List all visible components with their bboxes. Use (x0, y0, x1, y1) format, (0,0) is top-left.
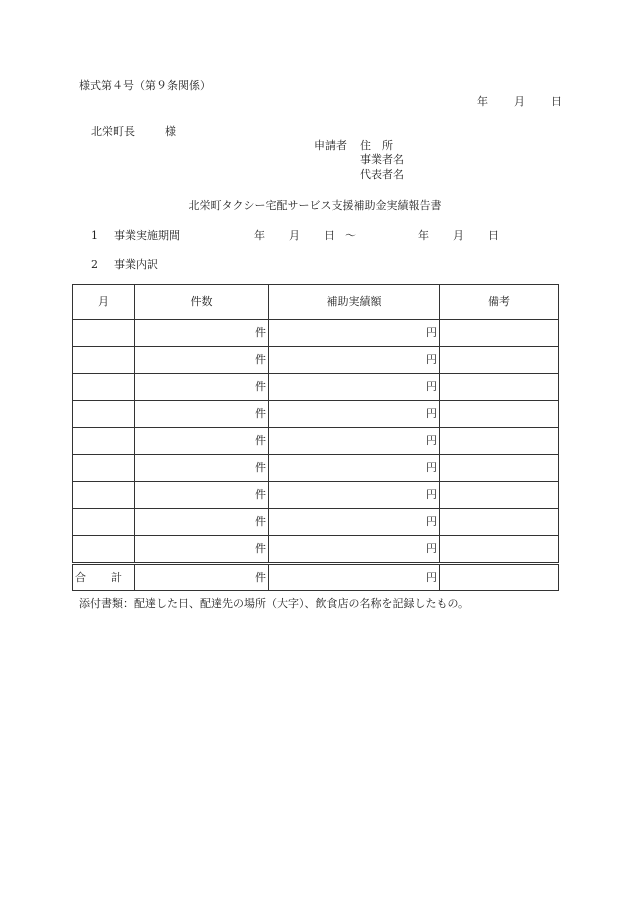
note-cell[interactable] (440, 347, 559, 374)
month-cell[interactable] (73, 482, 135, 509)
attachments-note: 添付書類：配達した日、配達先の場所（大字）、飲食店の名称を記録したもの。 (79, 597, 470, 610)
note-cell[interactable] (440, 455, 559, 482)
addressee-honorific: 様 (165, 125, 176, 138)
amount-cell[interactable]: 円 (269, 482, 440, 509)
month-label: 月 (514, 95, 525, 108)
month-cell[interactable] (73, 536, 135, 564)
count-cell[interactable]: 件 (135, 347, 269, 374)
total-amount-cell[interactable]: 円 (269, 564, 440, 591)
table-row (73, 320, 559, 347)
total-label-1: 合 (75, 570, 86, 584)
item-period-number: 1 (91, 229, 98, 242)
period-start-year: 年 (254, 229, 265, 242)
header-count: 件数 (135, 285, 269, 320)
total-count-cell[interactable]: 件 (135, 564, 269, 591)
year-label: 年 (477, 95, 488, 108)
count-cell[interactable]: 件 (135, 455, 269, 482)
table-row (73, 401, 559, 428)
note-cell[interactable] (440, 482, 559, 509)
item-breakdown-number: 2 (91, 258, 98, 271)
total-label-2: 計 (111, 570, 122, 584)
amount-cell[interactable]: 円 (269, 401, 440, 428)
month-cell[interactable] (73, 428, 135, 455)
count-cell[interactable]: 件 (135, 320, 269, 347)
period-end-day: 日 (488, 229, 499, 242)
count-cell[interactable]: 件 (135, 374, 269, 401)
header-note: 備考 (440, 285, 559, 320)
item-breakdown-label: 事業内訳 (114, 258, 158, 271)
day-label: 日 (551, 95, 562, 108)
table-row (73, 482, 559, 509)
table-row (73, 347, 559, 374)
month-cell[interactable] (73, 320, 135, 347)
header-month: 月 (73, 285, 135, 320)
month-cell[interactable] (73, 401, 135, 428)
form-number: 様式第４号（第９条関係） (79, 79, 211, 92)
count-cell[interactable]: 件 (135, 401, 269, 428)
item-breakdown (91, 258, 158, 272)
header-amount: 補助実績額 (269, 285, 440, 320)
month-cell[interactable] (73, 455, 135, 482)
total-label (73, 564, 135, 591)
applicant-address-label: 住 所 (360, 139, 393, 152)
table-row (73, 455, 559, 482)
amount-cell[interactable]: 円 (269, 374, 440, 401)
table-row (73, 536, 559, 564)
amount-cell[interactable]: 円 (269, 536, 440, 564)
amount-cell[interactable]: 円 (269, 455, 440, 482)
addressee-name: 北栄町長 (91, 125, 135, 138)
period-tilde: 〜 (345, 229, 356, 242)
note-cell[interactable] (440, 401, 559, 428)
table-row (73, 374, 559, 401)
total-row (73, 564, 559, 591)
period-start-month: 月 (289, 229, 300, 242)
report-table (72, 284, 559, 591)
period-end-year: 年 (418, 229, 429, 242)
note-cell[interactable] (440, 374, 559, 401)
period-range (254, 229, 499, 243)
note-cell[interactable] (440, 509, 559, 536)
period-end-month: 月 (453, 229, 464, 242)
item-period (91, 229, 180, 243)
month-cell[interactable] (73, 374, 135, 401)
applicant-address-line (314, 139, 393, 153)
total-note-cell[interactable] (440, 564, 559, 591)
table-header-row (73, 285, 559, 320)
document-title: 北栄町タクシー宅配サービス支援補助金実績報告書 (188, 199, 442, 212)
note-cell[interactable] (440, 536, 559, 564)
amount-cell[interactable]: 円 (269, 347, 440, 374)
count-cell[interactable]: 件 (135, 536, 269, 564)
addressee (91, 125, 176, 139)
amount-cell[interactable]: 円 (269, 320, 440, 347)
amount-cell[interactable]: 円 (269, 428, 440, 455)
count-cell[interactable]: 件 (135, 509, 269, 536)
note-cell[interactable] (440, 320, 559, 347)
table-row (73, 509, 559, 536)
submission-date (477, 95, 562, 109)
month-cell[interactable] (73, 347, 135, 374)
period-start-day: 日 (324, 229, 335, 242)
count-cell[interactable]: 件 (135, 428, 269, 455)
applicant-representative-label: 代表者名 (360, 168, 404, 181)
applicant-label: 申請者 (314, 139, 347, 152)
month-cell[interactable] (73, 509, 135, 536)
amount-cell[interactable]: 円 (269, 509, 440, 536)
applicant-business-name-label: 事業者名 (360, 153, 404, 166)
count-cell[interactable]: 件 (135, 482, 269, 509)
item-period-label: 事業実施期間 (114, 229, 180, 242)
note-cell[interactable] (440, 428, 559, 455)
table-row (73, 428, 559, 455)
